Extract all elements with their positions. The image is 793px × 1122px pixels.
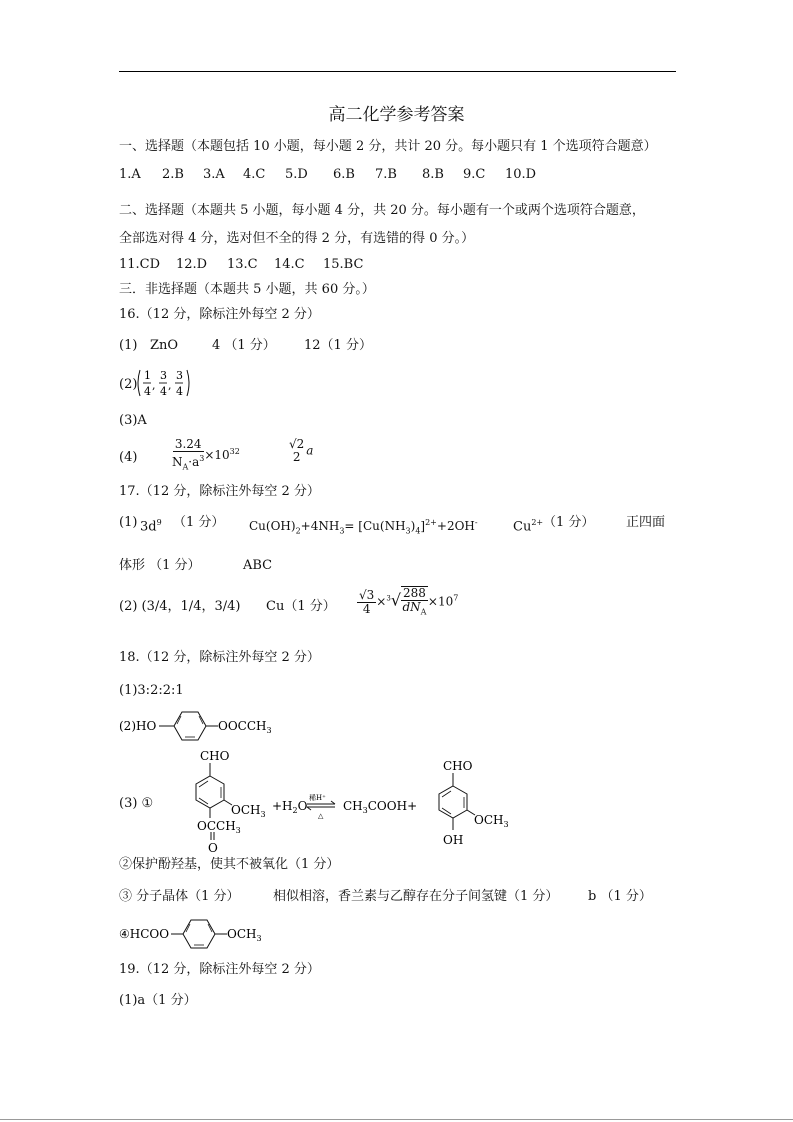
q16-coordinate-fraction: [135, 366, 195, 404]
water-h: +H: [272, 799, 293, 813]
q17-eq-h: 4: [415, 526, 421, 536]
svg-text:OOCCH3: [218, 719, 272, 735]
q17-ion-sup: 2+: [531, 518, 544, 527]
reactant-oac: OCCH: [197, 819, 236, 833]
answer-14: 14.C: [274, 257, 305, 272]
acid-ch: CH: [343, 799, 363, 813]
answer-12: 12.D: [176, 257, 208, 272]
benzene-ring: [174, 712, 206, 740]
reaction-condition-bottom: △: [318, 812, 324, 820]
q16-p1-a: ZnO: [150, 338, 179, 353]
q17-config-text: 3d: [140, 519, 157, 535]
q16-density-num: 3.24: [174, 437, 202, 451]
q16-density-den-rest: ·a: [188, 455, 200, 469]
acid-rest: COOH+: [367, 799, 418, 813]
q16-heading: 16.（12 分，除标注外每空 2 分）: [119, 307, 320, 322]
q18-p2-label: (2)HO: [119, 719, 157, 733]
section2-heading-line2: 全部选对得 4 分，选对但不全的得 2 分，有选错的得 0 分。）: [119, 231, 475, 246]
q16-density-den-sub: A: [182, 462, 189, 472]
q17-distance-formula: $\frac{√3}{4}$ ×$^3$√ $\frac{288}{dN_A}$ $\times 10^7$: [359, 586, 459, 617]
svg-text:,: ,: [152, 379, 156, 392]
q18-p2-sub: 3: [266, 726, 272, 735]
q17-formula-num: √3: [359, 587, 375, 602]
q17-ion-text: Cu: [513, 519, 532, 535]
q17-eq-b: 2: [295, 526, 301, 536]
q17-p2-label: (2) (3/4，1/4，3/4): [119, 599, 241, 614]
q16-p2-label: (2): [119, 377, 138, 392]
q18-p3c-c: b （1 分）: [588, 889, 652, 904]
reactant-och3: OCH: [231, 803, 261, 817]
q17-shape-b: 体形 （1 分）: [119, 558, 201, 573]
q17-heading: 17.（12 分，除标注外每空 2 分）: [119, 484, 320, 499]
q18-p3c-b: 相似相溶，香兰素与乙醇存在分子间氢键（1 分）: [273, 889, 559, 904]
q16-density-formula: $\frac{3.24}{N_A\cdot a^3}$ $\times 10^{32}$: [172, 437, 240, 472]
q18-p3b: ②保护酚羟基，使其不被氧化（1 分）: [119, 857, 340, 872]
water-sub: 2: [292, 806, 298, 815]
svg-text:,: ,: [168, 379, 172, 392]
answer-9: 9.C: [463, 167, 486, 182]
q17-formula-den: 4: [362, 601, 371, 616]
reactant-oac-sub: 3: [235, 826, 241, 835]
q17-eq-j: 2+: [425, 518, 437, 527]
q18-structure-4: [119, 912, 289, 956]
svg-text:OCCH3: [197, 819, 241, 835]
q16-density-mult: ×10: [204, 448, 230, 463]
answer-3: 3.A: [203, 167, 225, 182]
svg-text:3: 3: [160, 369, 167, 382]
q17-root-den: dN: [402, 600, 421, 614]
q18-p2-group: OOCCH: [218, 719, 267, 733]
q17-formula-times: ×: [376, 594, 387, 609]
answer-15: 15.BC: [323, 257, 364, 272]
q17-eq-d: 3: [339, 526, 345, 536]
page-title: 高二化学参考答案: [328, 105, 465, 125]
q17-ion: [513, 515, 543, 535]
reactant-och3-sub: 3: [260, 810, 266, 819]
svg-text:OCH3: [474, 813, 509, 829]
q16-p1-b: 4 （1 分）: [212, 338, 276, 353]
svg-text:4: 4: [160, 385, 167, 398]
q17-formula-mult: ×10: [427, 594, 454, 609]
q17-eq-a: Cu(OH): [249, 519, 296, 533]
q16-p1-c: 12（1 分）: [304, 338, 372, 353]
q18-p4-group: OCH: [227, 927, 257, 941]
answer-13: 13.C: [227, 257, 258, 272]
product-och3: OCH: [474, 813, 504, 827]
footer-rule: [0, 1119, 793, 1120]
q18-p1: (1)3:2:2:1: [119, 683, 184, 698]
svg-text:+H2O: [272, 799, 308, 815]
q18-reaction-scheme: [175, 748, 520, 854]
q17-eq-l: -: [474, 518, 478, 527]
q18-structure-2: [119, 704, 289, 748]
header-rule: [119, 71, 676, 72]
q17-abc: ABC: [243, 558, 273, 573]
answer-10: 10.D: [505, 167, 537, 182]
q17-p2-cu: Cu（1 分）: [266, 599, 336, 614]
q17-eq-e: = [Cu(NH: [344, 519, 406, 533]
q18-p4-label: ④HCOO: [119, 927, 170, 941]
q17-root-den-sub: A: [420, 607, 427, 617]
svg-text:3: 3: [176, 369, 183, 382]
product-oh-label: OH: [443, 833, 464, 847]
q17-eq-c: +4NH: [300, 519, 340, 533]
svg-text:4: 4: [144, 385, 151, 398]
section3-heading: 三．非选择题（本题共 5 小题，共 60 分。）: [119, 282, 375, 297]
q17-root-num: 288: [403, 586, 426, 600]
q16-distance-num: √2: [289, 437, 305, 451]
q17-equation: [249, 515, 478, 539]
answer-2: 2.B: [162, 167, 184, 182]
q16-density-den: N: [172, 455, 183, 469]
q18-p4-sub: 3: [256, 934, 262, 943]
q17-shape-a: 正四面: [626, 515, 666, 530]
section2-heading-line1: 二、选择题（本题共 5 小题，每小题 4 分，共 20 分。每小题有一个或两个选项符合题意，: [119, 203, 645, 218]
q19-p1: (1)a（1 分）: [119, 993, 197, 1008]
answer-5: 5.D: [285, 167, 308, 182]
answer-8: 8.B: [422, 167, 444, 182]
product-och3-sub: 3: [503, 820, 509, 829]
q16-distance-formula: [287, 438, 313, 464]
q18-heading: 18.（12 分，除标注外每空 2 分）: [119, 650, 320, 665]
q16-p3: (3)A: [119, 413, 147, 428]
answer-1: 1.A: [119, 167, 141, 182]
section1-heading: 一、选择题（本题包括 10 小题，每小题 2 分，共计 20 分。每小题只有 1 个选项符合题意）: [119, 139, 657, 154]
q18-p3c-a: ③ 分子晶体（1 分）: [119, 889, 240, 904]
benzene-ring: [196, 776, 224, 808]
benzene-ring: [439, 786, 467, 818]
q17-eq-i: ]: [420, 519, 426, 533]
water-o: O: [297, 799, 308, 813]
q16-density-exp: 32: [229, 447, 240, 457]
q17-eq-k: +2OH: [436, 519, 475, 533]
answer-11: 11.CD: [119, 257, 161, 272]
product-cho-label: CHO: [443, 759, 473, 773]
q17-p1-label: (1): [119, 515, 138, 530]
q17-eq-g: ): [410, 519, 416, 533]
q18-p3-label: (3) ①: [119, 796, 154, 811]
reactant-cho-label: CHO: [200, 749, 230, 763]
q17-formula-exp: 7: [453, 593, 459, 603]
q19-heading: 19.（12 分，除标注外每空 2 分）: [119, 962, 320, 977]
reaction-condition-top: 稀H⁺: [309, 794, 326, 802]
reactant-carbonyl-o: O: [208, 841, 218, 854]
svg-text:1: 1: [144, 369, 151, 382]
acid-sub: 3: [362, 806, 368, 815]
svg-text:CH3COOH+: [343, 799, 417, 815]
q16-distance-den: 2: [292, 450, 301, 464]
q17-electron-config: [140, 515, 162, 535]
benzene-ring: [183, 920, 215, 948]
svg-text:4: 4: [176, 385, 183, 398]
q16-distance-var: a: [306, 443, 314, 458]
q17-config-points: （1 分）: [173, 515, 225, 530]
svg-text:OCH3: [227, 927, 262, 943]
q17-config-sup: 9: [156, 518, 162, 527]
answer-4: 4.C: [243, 167, 266, 182]
answer-7: 7.B: [375, 167, 397, 182]
svg-text:OCH3: [231, 803, 266, 819]
q17-root-index: 3: [386, 594, 391, 603]
q17-ion-points: （1 分）: [543, 515, 595, 530]
q16-p4-label: (4): [119, 450, 138, 465]
answer-6: 6.B: [333, 167, 355, 182]
q16-p1-label: (1): [119, 338, 138, 353]
q17-eq-f: 3: [405, 526, 411, 536]
